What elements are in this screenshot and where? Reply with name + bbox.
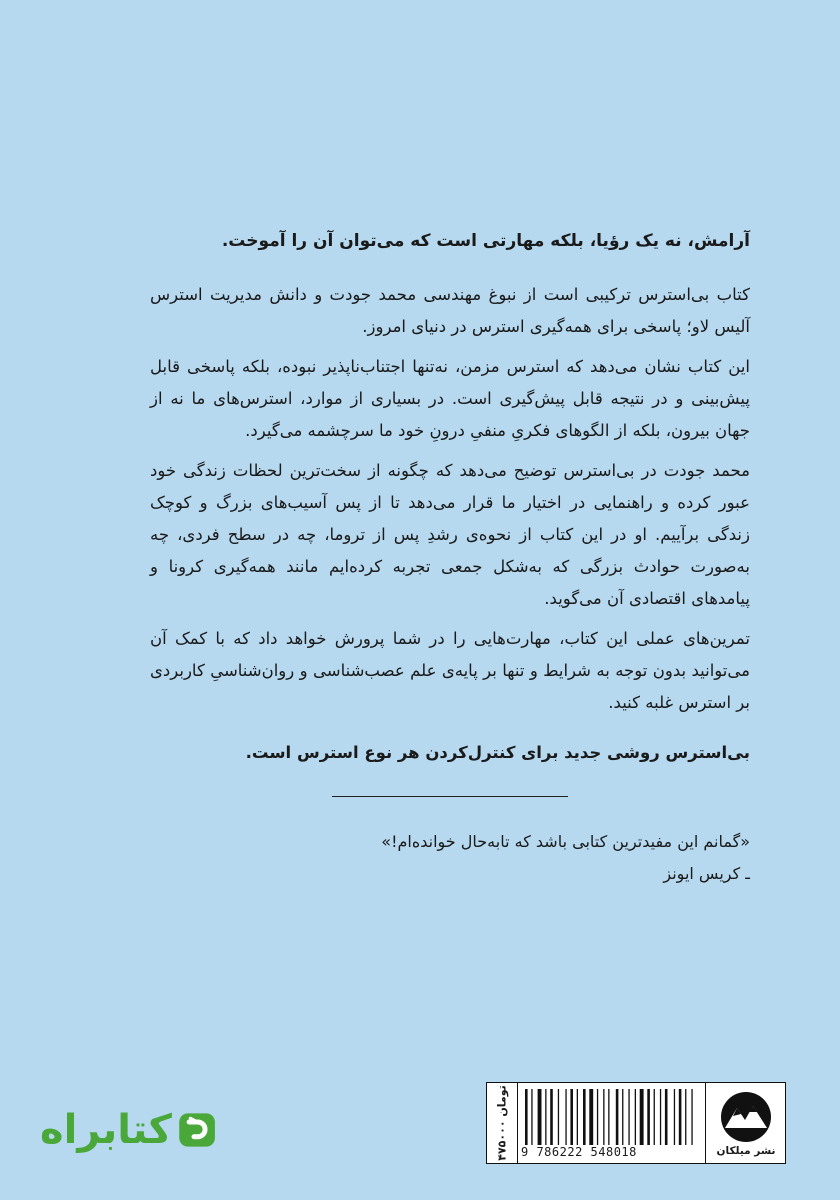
barcode-bar <box>558 1089 559 1145</box>
barcode-bar <box>635 1089 636 1145</box>
publisher-name: نشر میلکان <box>716 1144 776 1157</box>
barcode-bar <box>685 1089 686 1145</box>
barcode-bar <box>654 1089 655 1145</box>
logo-wordmark: کتابراه <box>40 1107 172 1153</box>
barcode-bar <box>691 1089 692 1145</box>
barcode-bar <box>597 1089 598 1145</box>
back-cover-text <box>150 225 750 769</box>
paragraph-1: کتاب بی‌استرس ترکیبی است از نبوغ مهندسی محمد جودت و دانش مدیریت استرس آلیس لاو؛ پاسخی برای همه‌گیری استرس در دنیای امروز. <box>150 285 750 336</box>
barcode-bar <box>674 1089 675 1145</box>
barcode-bar <box>538 1089 542 1145</box>
barcode-bar <box>603 1089 604 1145</box>
paragraph-2: این کتاب نشان می‌دهد که استرس مزمن، نه‌تنها اجتناب‌ناپذیر نبوده، بلکه پاسخی قابل پیش‌بینی و در نتیجه قابل پیش‌گیری است. در بسیاری از موارد، استرس‌های ما نه از جهان بیرون، بلکه از الگوهای فکریِ منفیِ درونِ خود ما سرچشمه می‌گیرد. <box>150 357 750 440</box>
barcode-bar <box>640 1089 644 1145</box>
barcode-bar <box>679 1089 682 1145</box>
barcode-bar <box>550 1089 553 1145</box>
milkan-mountain-icon <box>719 1090 773 1144</box>
isbn-number: 9 786222 548018 <box>521 1145 637 1159</box>
barcode-bar <box>660 1089 661 1145</box>
paragraph-4: تمرین‌های عملی این کتاب، مهارت‌هایی را در شما پرورش خواهد داد که با کمک آن می‌توانید بدون توجه به شرایط و تنها بر پایه‌ی علم عصب‌شناسی و روان‌شناسیِ کاربردی بر استرس غلبه کنید. <box>150 629 750 712</box>
quote-author: ـ کریس ایونز <box>663 864 750 883</box>
barcode-bar <box>589 1089 593 1145</box>
price-label <box>487 1083 518 1163</box>
barcode-bar <box>616 1089 619 1145</box>
barcode-bar <box>622 1089 623 1145</box>
barcode-bar <box>665 1089 668 1145</box>
price-text: ۴۷۵۰۰۰ تومان <box>495 1085 509 1161</box>
closing-sentence: بی‌استرس روشی جدید برای کنترل‌کردن هر نوع استرس است. <box>245 743 750 762</box>
publisher-block <box>705 1083 786 1163</box>
barcode-bar <box>583 1089 586 1145</box>
barcode-bars <box>523 1089 699 1145</box>
ketabrah-logo-icon <box>178 1101 216 1159</box>
barcode-bar <box>565 1089 566 1145</box>
barcode-bar <box>570 1089 573 1145</box>
quote-text: «گمانم این مفیدترین کتابی باشد که تابه‌حال خوانده‌ام!» <box>381 832 750 851</box>
barcode-bar <box>577 1089 578 1145</box>
divider-line <box>332 796 568 797</box>
lead-sentence: آرامش، نه یک رؤیا، بلکه مهارتی است که می‌توان آن را آموخت. <box>221 231 750 251</box>
barcode-bar <box>545 1089 546 1145</box>
barcode-bar <box>608 1089 609 1145</box>
barcode-bar <box>647 1089 650 1145</box>
barcode-box <box>486 1082 786 1164</box>
quote-block <box>150 826 750 890</box>
paragraph-3: محمد جودت در بی‌استرس توضیح می‌دهد که چگونه از سخت‌ترین لحظات زندگی خود عبور کرده و راهنمایی در اختیار ما قرار می‌دهد تا از پس آسیب‌های بزرگ و کوچک زندگی برآییم. او در این کتاب از نحوه‌ی رشدِ پس از تروما، چه در سطح فردی، چه به‌صورت حوادث بزرگی که به‌شکل جمعی تجربه کرده‌ایم مانند همه‌گیری کرونا و پیامدهای اقتصادی آن می‌گوید. <box>150 461 750 608</box>
barcode-bar <box>628 1089 629 1145</box>
ketabrah-logo <box>40 1100 216 1160</box>
barcode-bar <box>531 1089 532 1145</box>
barcode-bar <box>525 1089 528 1145</box>
